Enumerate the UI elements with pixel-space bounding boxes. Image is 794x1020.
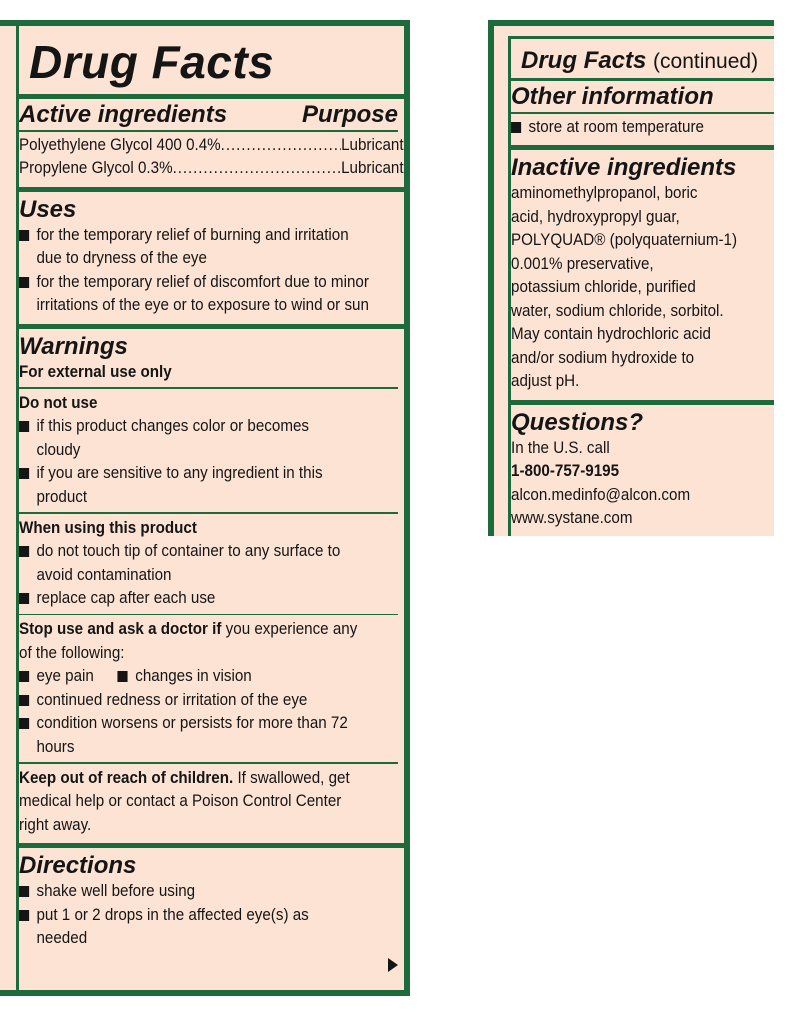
list-item: store at room temperature — [511, 116, 753, 140]
list-item: for the temporary relief of burning and irritation due to dryness of the eye — [19, 224, 369, 271]
list-item: if you are sensitive to any ingredient in this product — [19, 462, 364, 509]
inactive-line: and/or sodium hydroxide to — [511, 348, 695, 367]
list-item: for the temporary relief of discomfort due to minor irritations of the eye or to exposure to wind or sun — [19, 271, 373, 318]
keep-out-text: Keep out of reach of children. If swallowed, get medical help or contact a Poison Control Center right away. — [19, 768, 350, 834]
inactive-ingredients-heading: Inactive ingredients — [511, 154, 737, 181]
ingredient-row — [19, 157, 404, 181]
ingredient-purpose: Lubricant — [341, 159, 404, 177]
list-item: if this product changes color or becomes cloudy — [19, 415, 355, 462]
questions-section — [511, 405, 774, 537]
bullet-square-icon — [19, 593, 29, 604]
questions-heading: Questions? — [511, 408, 644, 436]
list-item: do not touch tip of container to any surface to avoid contamination — [19, 540, 373, 587]
bullet-square-icon — [19, 230, 29, 241]
when-using-heading: When using this product — [19, 518, 197, 537]
bullet-square-icon — [19, 546, 29, 557]
list-item: put 1 or 2 drops in the affected eye(s) as needed — [19, 904, 336, 951]
inactive-line: aminomethylpropanol, boric — [511, 184, 698, 202]
ingredient-name: Polyethylene Glycol 400 0.4% — [19, 135, 221, 154]
stop-use-text: Stop use and ask a doctor if you experience any of the following: — [19, 620, 358, 662]
ingredient-name: Propylene Glycol 0.3% — [19, 159, 173, 177]
divider — [19, 130, 398, 132]
list-item: replace cap after each use — [19, 587, 402, 611]
continue-arrow-icon — [388, 958, 398, 972]
bullet-square-icon — [19, 277, 29, 288]
ingredient-row — [19, 134, 404, 158]
active-ingredients-section — [19, 99, 404, 187]
bullet-square-icon — [19, 910, 29, 921]
divider — [19, 762, 398, 764]
warnings-section — [19, 329, 404, 844]
list-item: condition worsens or persists for more than 72 hours — [19, 712, 364, 759]
drug-facts-panel — [0, 20, 410, 996]
bullet-square-icon — [511, 122, 521, 133]
inactive-line: potassium chloride, purified — [511, 278, 696, 296]
divider — [511, 112, 774, 114]
other-information-section — [511, 81, 774, 145]
directions-heading: Directions — [19, 852, 137, 879]
list-item: shake well before using — [19, 880, 402, 904]
do-not-use-heading: Do not use — [19, 393, 98, 412]
bullet-square-icon — [19, 718, 29, 729]
uses-section — [19, 192, 404, 324]
drug-facts-continued-panel — [488, 20, 774, 536]
inactive-line: acid, hydroxypropyl guar, — [511, 207, 680, 226]
inactive-line: May contain hydrochloric acid — [511, 325, 711, 343]
bullet-square-icon — [19, 886, 29, 897]
bullet-square-icon — [19, 421, 29, 432]
website: www.systane.com — [511, 509, 633, 527]
divider — [19, 512, 398, 514]
warnings-heading: Warnings — [19, 332, 128, 360]
ingredient-purpose: Lubricant — [341, 135, 404, 154]
email-address: alcon.medinfo@alcon.com — [511, 485, 691, 504]
bullet-square-icon — [19, 468, 29, 479]
uses-heading: Uses — [19, 195, 77, 223]
drug-facts-title: Drug Facts — [29, 36, 275, 88]
inactive-line: POLYQUAD® (polyquaternium-1) — [511, 231, 738, 249]
purpose-heading: Purpose — [301, 101, 398, 128]
divider — [19, 614, 398, 616]
active-ingredients-heading: Active ingredients — [19, 101, 228, 128]
continued-title: Drug Facts (continued) — [521, 47, 759, 74]
list-item: eye pain changes in vision — [19, 665, 373, 689]
inactive-ingredients-section — [511, 150, 774, 400]
other-information-heading: Other information — [511, 83, 714, 110]
bullet-square-icon — [118, 671, 128, 682]
inactive-line: adjust pH. — [511, 372, 580, 390]
phone-number: 1-800-757-9195 — [511, 462, 620, 480]
inactive-line: 0.001% preservative, — [511, 254, 654, 273]
call-label: In the U.S. call — [511, 438, 610, 457]
bullet-square-icon — [19, 695, 29, 706]
bullet-square-icon — [19, 671, 29, 682]
divider — [19, 387, 398, 389]
external-use-text: For external use only — [19, 362, 172, 381]
list-item: continued redness or irritation of the eye — [19, 689, 402, 713]
directions-section — [19, 848, 404, 957]
inactive-line: water, sodium chloride, sorbitol. — [511, 301, 724, 320]
